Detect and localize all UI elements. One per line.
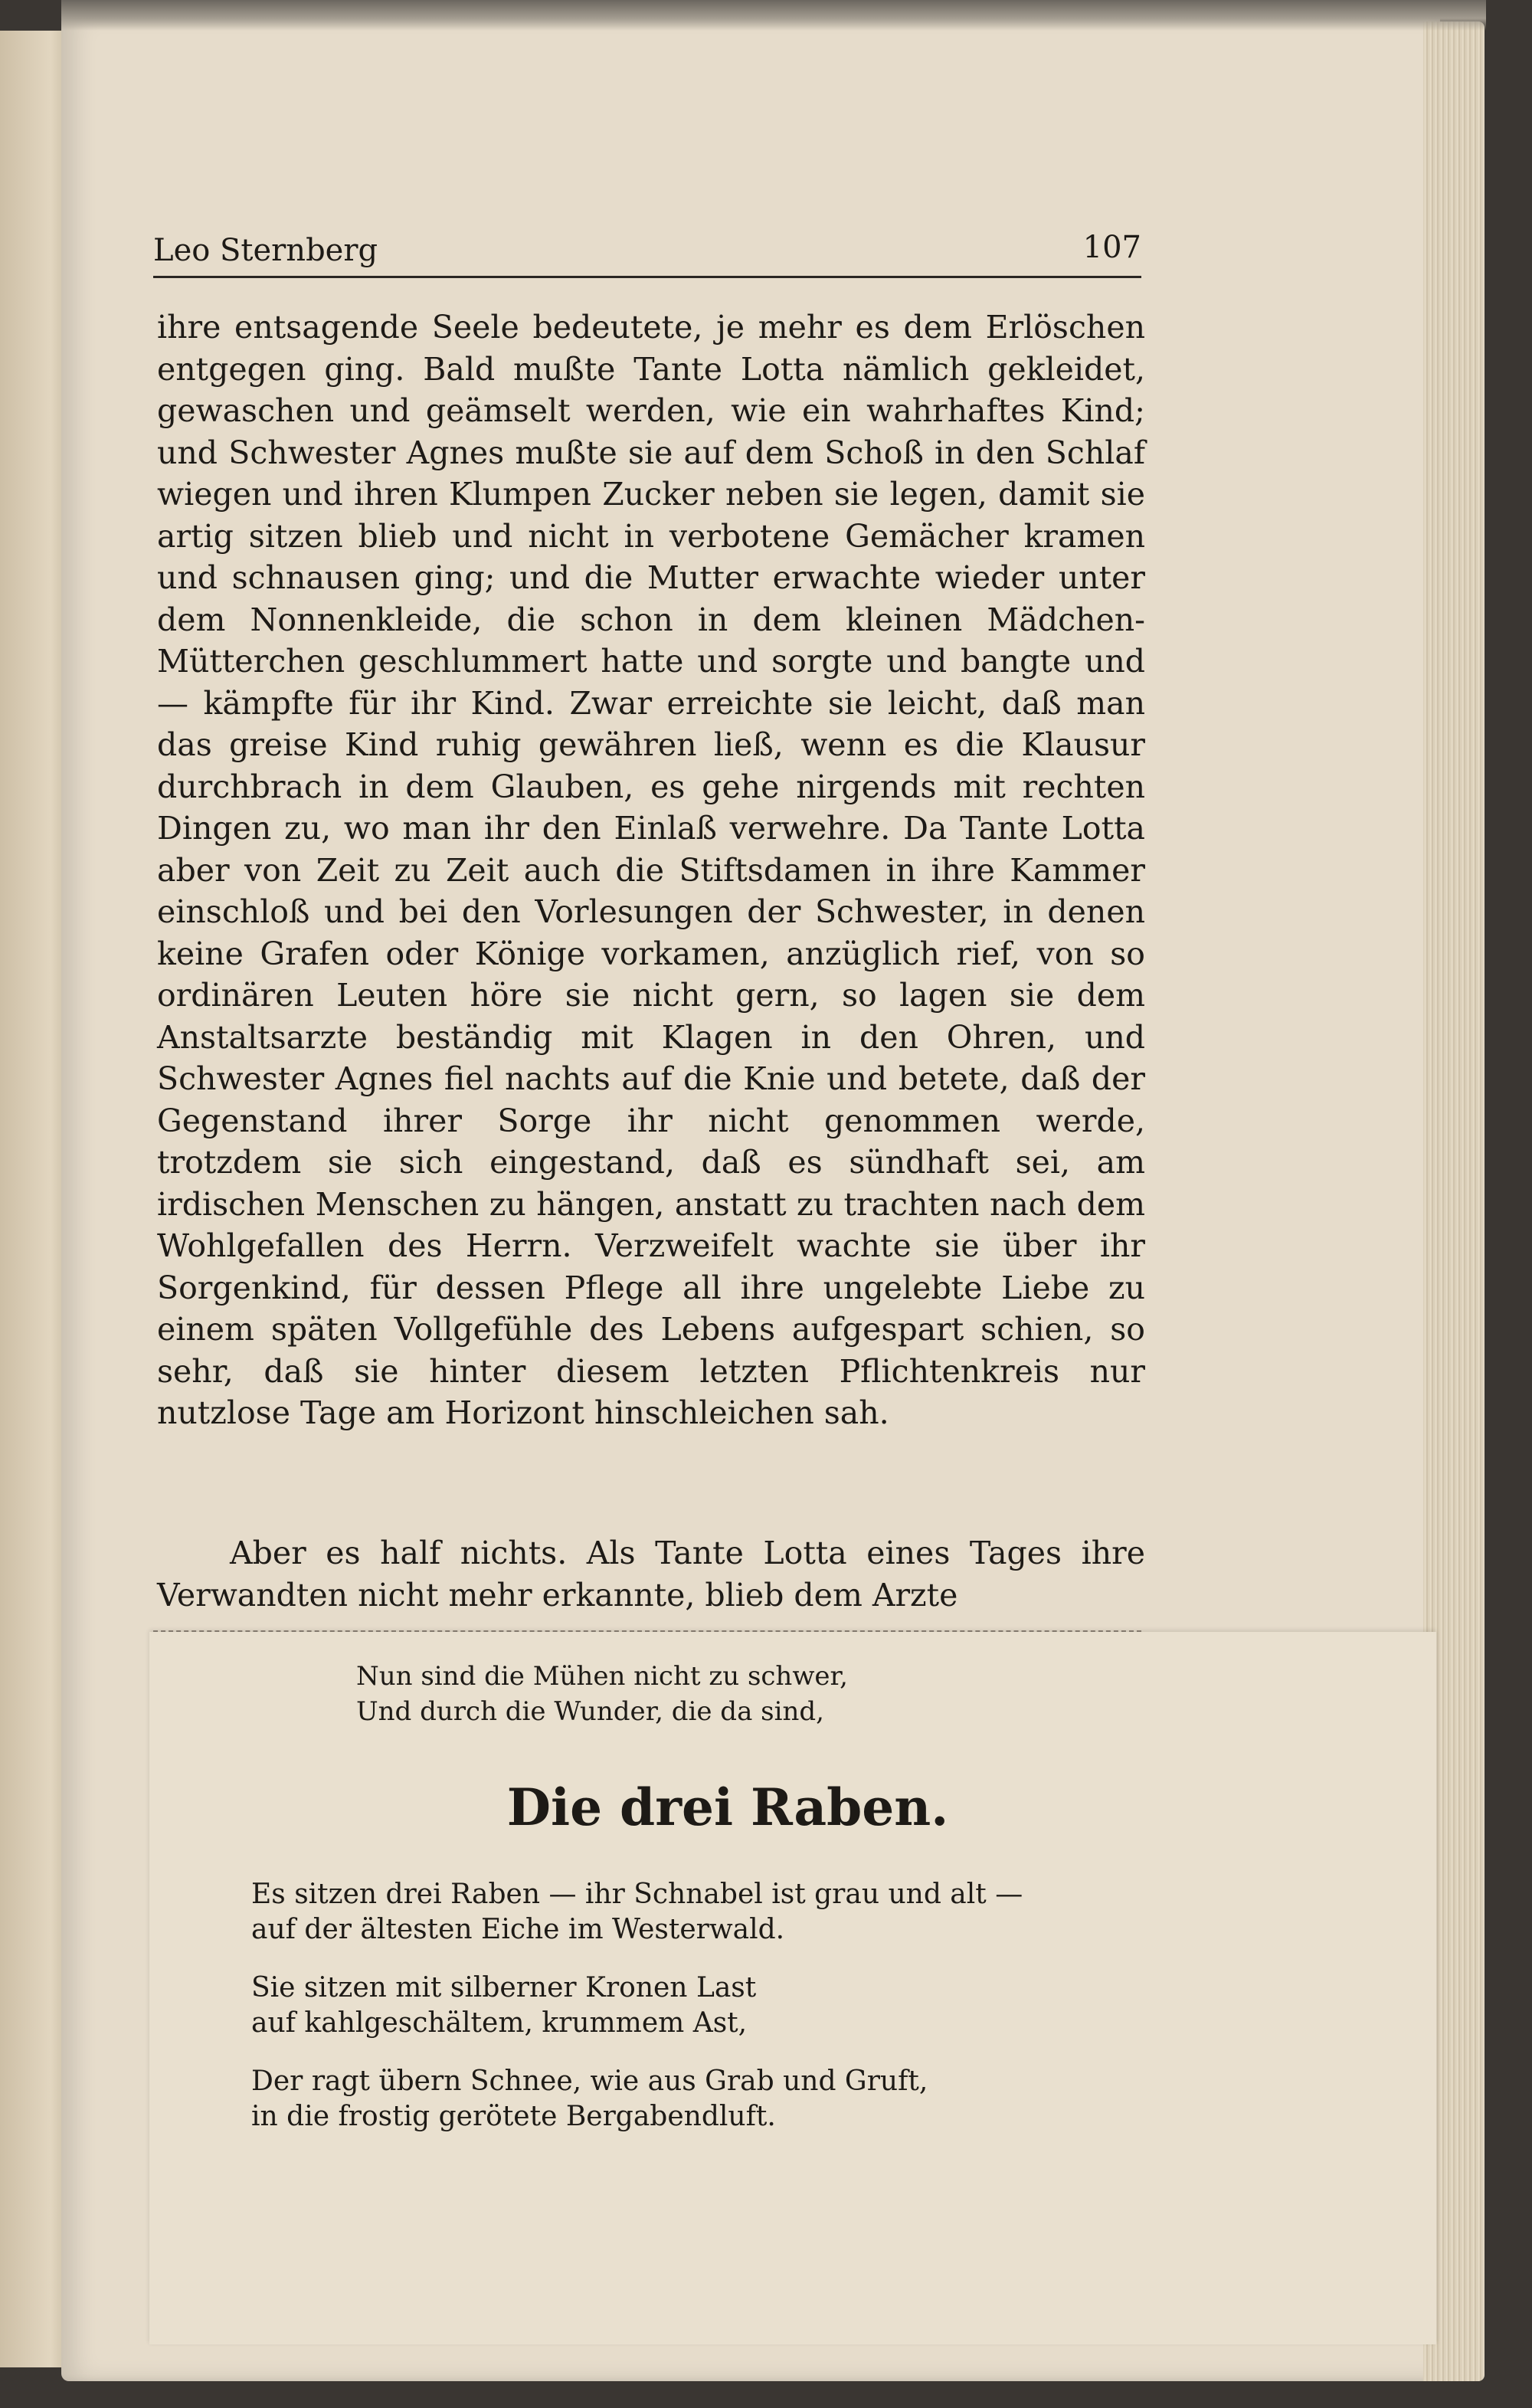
stanza-3 bbox=[251, 2064, 928, 2134]
stanza-line: in die frostig gerötete Bergabendluft. bbox=[251, 2101, 776, 2132]
page-number: 107 bbox=[1082, 230, 1141, 265]
body-paragraph-1: ihre entsagende Seele bedeutete, je mehr es dem Erlöschen entgegen ging. Bald mußte Tante Lotta nämlich gekleidet, gewaschen und geämselt werden, wie ein wahrhaftes Kind; und Schwester Agnes mußte sie auf dem Schoß in den Schlaf wiegen und ihren Klumpen Zucker neben sie legen, damit sie artig sitzen blieb und nicht in verbotene Gemächer kramen und schnausen ging; und die Mutter erwachte wieder unter dem Nonnenkleide, die schon in dem kleinen Mädchen-Mütterchen geschlummert hatte und sorgte und bangte und — kämpfte für ihr Kind. Zwar erreichte sie leicht, daß man das greise Kind ruhig gewähren ließ, wenn es die Klausur durchbrach in dem Glauben, es gehe nirgends mit rechten Dingen zu, wo man ihr den Einlaß verwehre. Da Tante Lotta aber von Zeit zu Zeit auch die Stiftsdamen in ihre Kammer einschloß und bei den Vorlesungen der Schwester, in denen keine Grafen oder Könige vorkamen, anzüglich rief, von so ordinären Leuten höre sie nicht gern, so lagen sie dem Anstaltsarzte beständig mit Klagen in den Ohren, und Schwester Agnes fiel nachts auf die Knie und betete, daß der Gegenstand ihrer Sorge ihr nicht genommen werde, trotzdem sie sich eingestand, daß es sündhaft sei, am irdischen Menschen zu hängen, anstatt zu trachten nach dem Wohlgefallen des Herrn. Verzweifelt wachte sie über ihr Sorgenkind, für dessen Pflege all ihre ungelebte Liebe zu einem späten Vollgefühle des Lebens aufgespart schien, so sehr, daß sie hinter diesem letzten Pflichtenkreis nur nutzlose Tage am Horizont hinschleichen sah. bbox=[157, 309, 1145, 1431]
stanza-line: Sie sitzen mit silberner Kronen Last bbox=[251, 1972, 757, 2003]
header-author: Leo Sternberg bbox=[153, 233, 378, 268]
stanza-2 bbox=[251, 1971, 756, 2041]
top-shadow bbox=[61, 0, 1486, 31]
poem-ending bbox=[356, 1659, 848, 1729]
stanza-line: Es sitzen drei Raben — ihr Schnabel ist grau und alt — bbox=[251, 1879, 1023, 1910]
body-paragraph-2: Aber es half nichts. Als Tante Lotta eines Tages ihre Verwandten nicht mehr erkannte, blieb dem Arzte bbox=[157, 1535, 1145, 1614]
stanza-1 bbox=[251, 1877, 1023, 1948]
stanza-line: auf kahlgeschältem, krummem Ast, bbox=[251, 2007, 748, 2039]
poem-line: Nun sind die Mühen nicht zu schwer, bbox=[356, 1661, 848, 1692]
stanza-line: Der ragt übern Schnee, wie aus Grab und Gruft, bbox=[251, 2066, 928, 2097]
stanza-line: auf der ältesten Eiche im Westerwald. bbox=[251, 1914, 785, 1945]
poem-title: Die drei Raben. bbox=[506, 1777, 949, 1837]
running-header bbox=[153, 222, 1141, 278]
poem-line: Und durch die Wunder, die da sind, bbox=[356, 1696, 824, 1727]
